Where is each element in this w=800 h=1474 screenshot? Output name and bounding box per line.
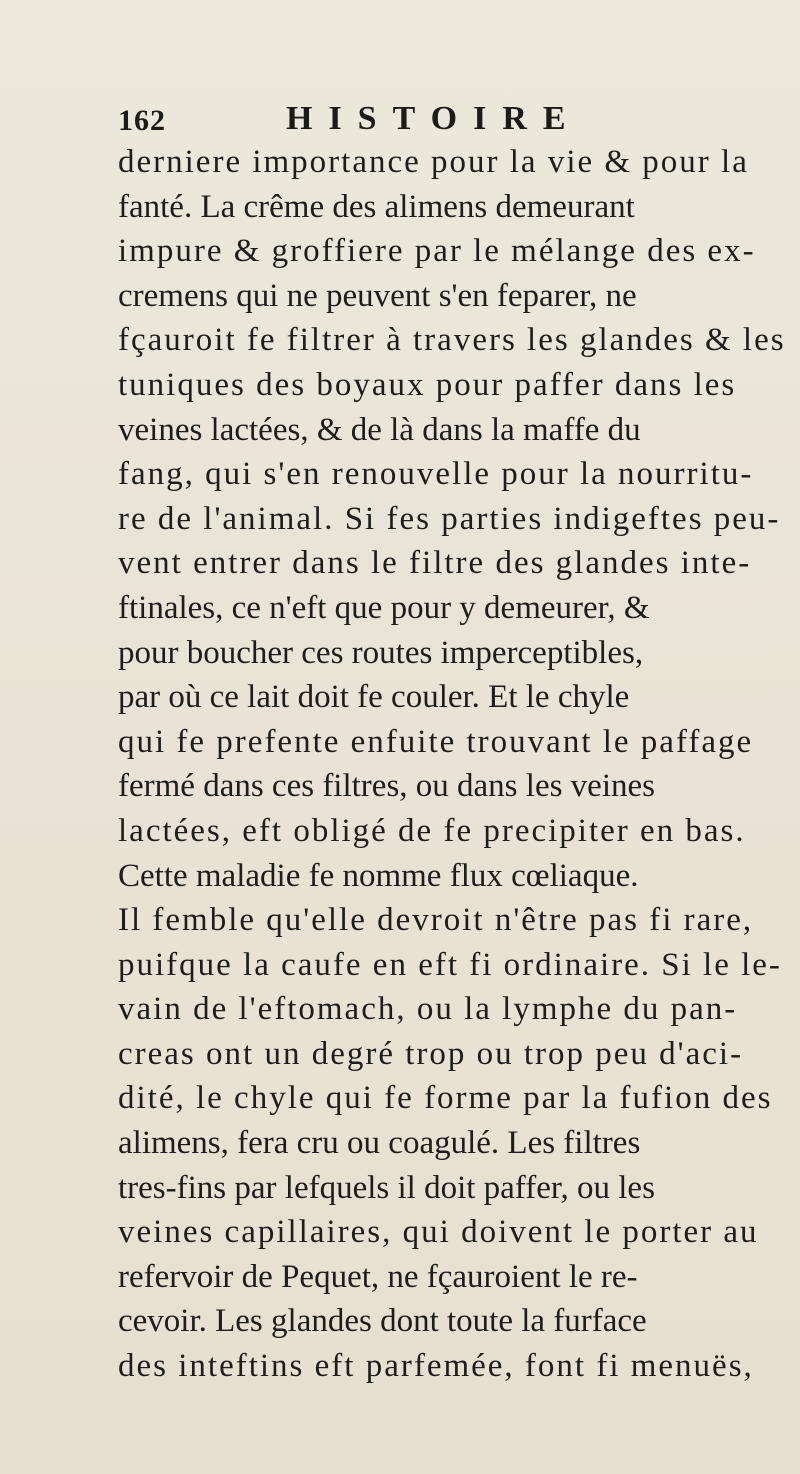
text-line: vain de l'eftomach, ou la lymphe du pan- — [118, 991, 738, 1028]
text-line: impure & groffiere par le mélange des ex- — [118, 233, 756, 270]
text-line: cremens qui ne peuvent s'en feparer, ne — [118, 277, 637, 314]
text-line: veines capillaires, qui doivent le porter au — [118, 1214, 759, 1251]
text-line: des inteftins eft parfemée, font fi menuës, — [118, 1348, 754, 1385]
body-text — [118, 140, 798, 1389]
text-line: tres-fins par lefquels il doit paffer, ou les — [118, 1169, 655, 1206]
text-line: pour boucher ces routes imperceptibles, — [118, 634, 644, 671]
text-line: re de l'animal. Si fes parties indigeftes peu- — [118, 500, 781, 537]
text-line: cevoir. Les glandes dont toute la furface — [118, 1303, 647, 1340]
text-line: fçauroit fe filtrer à travers les glandes & les — [118, 322, 786, 359]
running-title: HISTOIRE — [286, 100, 582, 137]
text-line: Cette maladie fe nomme flux cœliaque. — [118, 857, 639, 894]
text-line: Il femble qu'elle devroit n'être pas fi rare, — [118, 902, 754, 939]
page-number: 162 — [118, 104, 166, 137]
text-line: fanté. La crême des alimens demeurant — [118, 188, 635, 225]
text-line: veines lactées, & de là dans la maffe du — [118, 411, 641, 448]
running-head — [118, 100, 718, 140]
text-line: ftinales, ce n'eft que pour y demeurer, & — [118, 589, 650, 626]
text-line: fang, qui s'en renouvelle pour la nourritu- — [118, 456, 754, 493]
text-line: alimens, fera cru ou coagulé. Les filtres — [118, 1125, 641, 1162]
text-line: derniere importance pour la vie & pour la — [118, 144, 749, 180]
text-line: tuniques des boyaux pour paffer dans les — [118, 366, 737, 403]
text-line: puifque la caufe en eft fi ordinaire. Si le le- — [118, 946, 782, 983]
text-line: creas ont un degré trop ou trop peu d'aci- — [118, 1035, 744, 1072]
text-line: dité, le chyle qui fe forme par la fufion des — [118, 1080, 773, 1117]
text-line: fermé dans ces filtres, ou dans les veines — [118, 768, 655, 805]
text-line: refervoir de Pequet, ne fçauroient le re- — [118, 1258, 638, 1295]
text-line: lactées, eft obligé de fe precipiter en bas. — [118, 812, 746, 849]
text-line: qui fe prefente enfuite trouvant le paffage — [118, 723, 754, 760]
text-line: par où ce lait doit fe couler. Et le chyle — [118, 679, 630, 716]
text-line: vent entrer dans le filtre des glandes inte- — [118, 545, 752, 582]
